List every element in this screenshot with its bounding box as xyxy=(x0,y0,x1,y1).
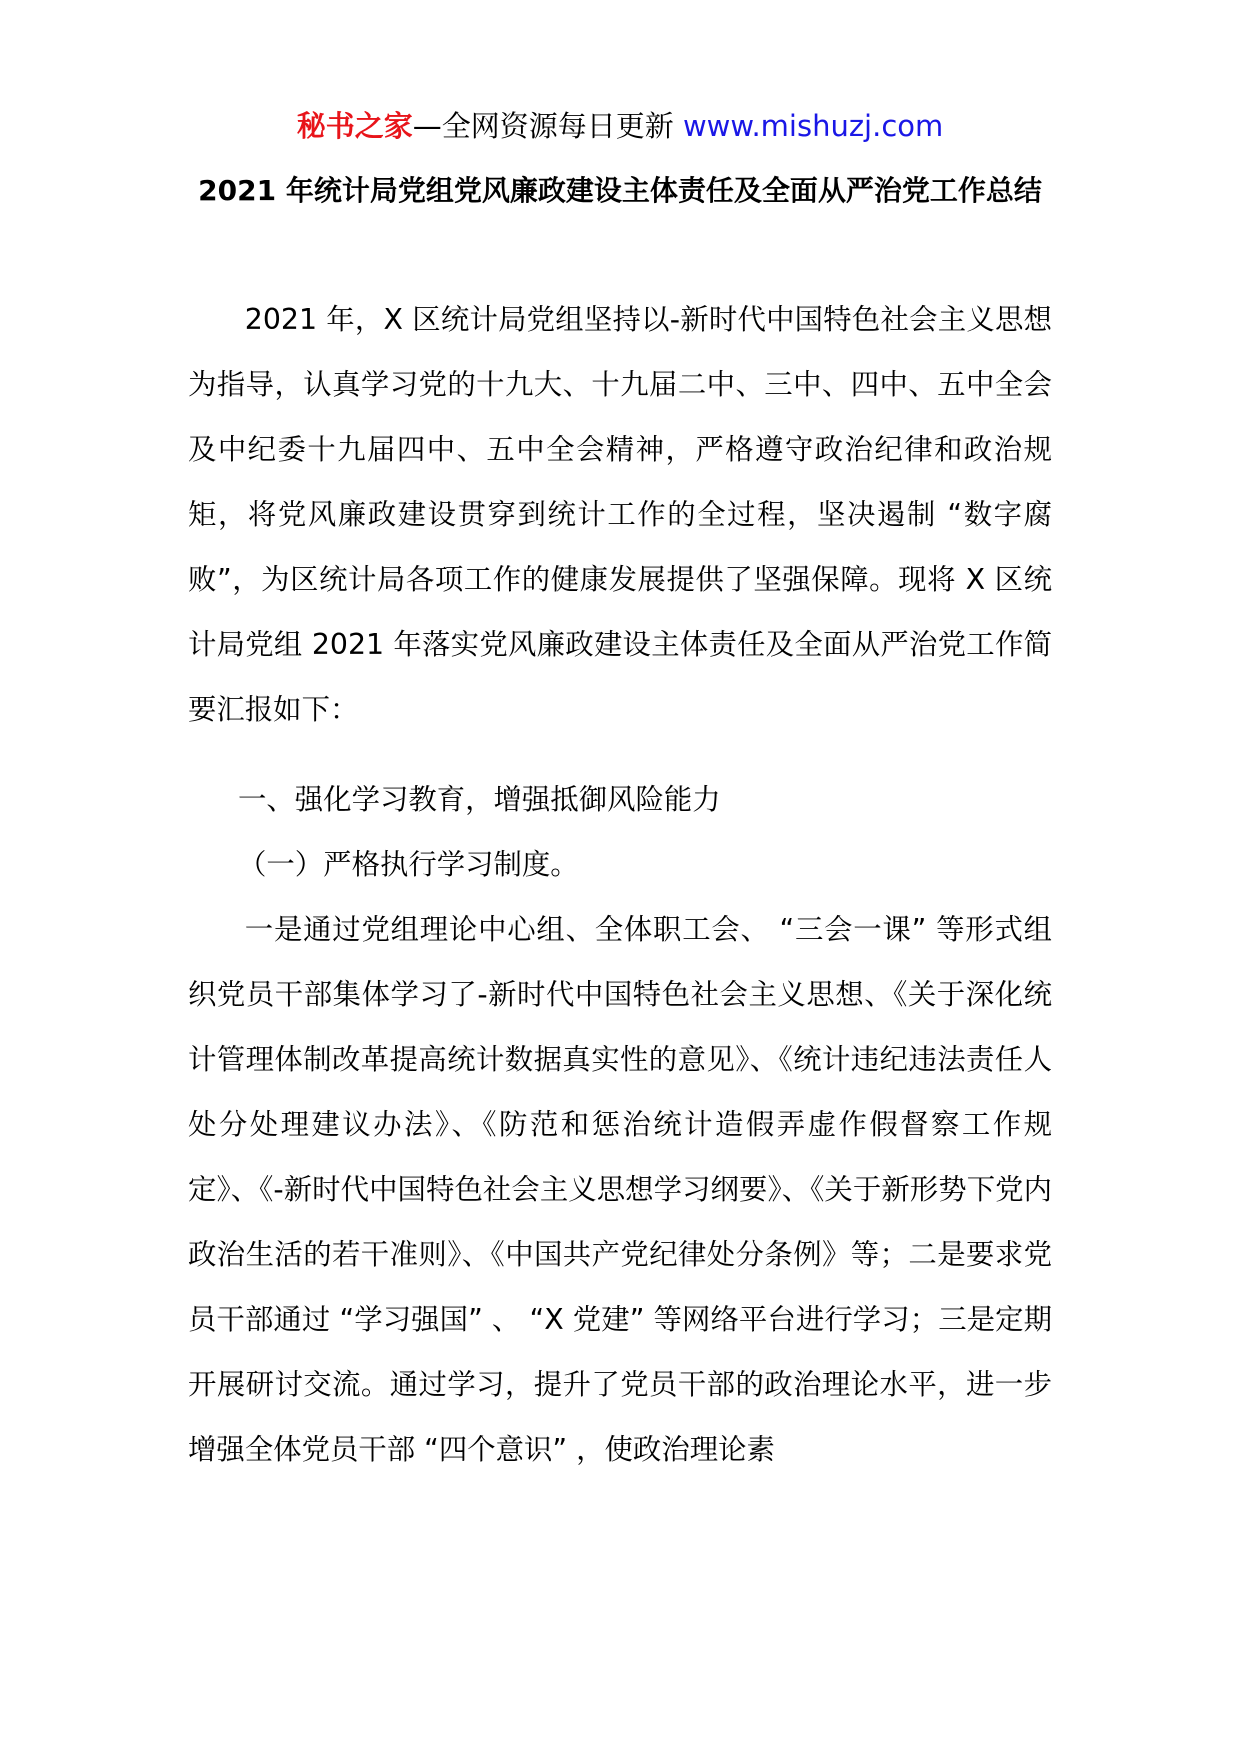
subsection-heading xyxy=(188,832,1052,897)
site-url-link[interactable]: www.mishuzj.com xyxy=(682,109,944,143)
section-heading xyxy=(188,767,1052,832)
header-tagline: —全网资源每日更新 xyxy=(412,109,674,143)
intro-paragraph-block xyxy=(188,287,1052,742)
body-paragraph: 一是通过党组理论中心组、全体职工会、 “三会一课” 等形式组织党员干部集体学习了-新时代中国特色社会主义思想、《关于深化统计管理体制改革提高统计数据真实性的意见》、《统计违纪违法责任人处分处理建议办法》、《防范和惩治统计造假弄虚作假督察工作规定》、《-新时代中国特色社会主义思想学习纲要》、《关于新形势下党内政治生活的若干准则》、《中国共产党纪律处分条例》等；二是要求党员干部通过 “学习强国” 、 “X 党建” 等网络平台进行学习；三是定期开展研讨交流。通过学习，提升了党员干部的政治理论水平，进一步增强全体党员干部 “四个意识” ，使政治理论素 xyxy=(188,913,1052,1466)
document-title: 2021 年统计局党组党风廉政建设主体责任及全面从严治党工作总结 xyxy=(198,174,1042,207)
subsection-heading-text: （一）严格执行学习制度。 xyxy=(238,848,579,881)
body-paragraph-block xyxy=(188,897,1052,1482)
intro-paragraph: 2021 年，X 区统计局党组坚持以-新时代中国特色社会主义思想为指导，认真学习党的十九大、十九届二中、三中、四中、五中全会及中纪委十九届四中、五中全会精神，严格遵守政治纪律和政治规矩，将党风廉政建设贯穿到统计工作的全过程，坚决遏制 “数字腐败”，为区统计局各项工作的健康发展提供了坚强保障。现将 X 区统计局党组 2021 年落实党风廉政建设主体责任及全面从严治党工作简要汇报如下： xyxy=(188,303,1052,726)
site-header xyxy=(0,104,1240,148)
section-heading-text: 一、强化学习教育，增强抵御风险能力 xyxy=(238,783,721,816)
brand-name: 秘书之家 xyxy=(296,109,413,143)
